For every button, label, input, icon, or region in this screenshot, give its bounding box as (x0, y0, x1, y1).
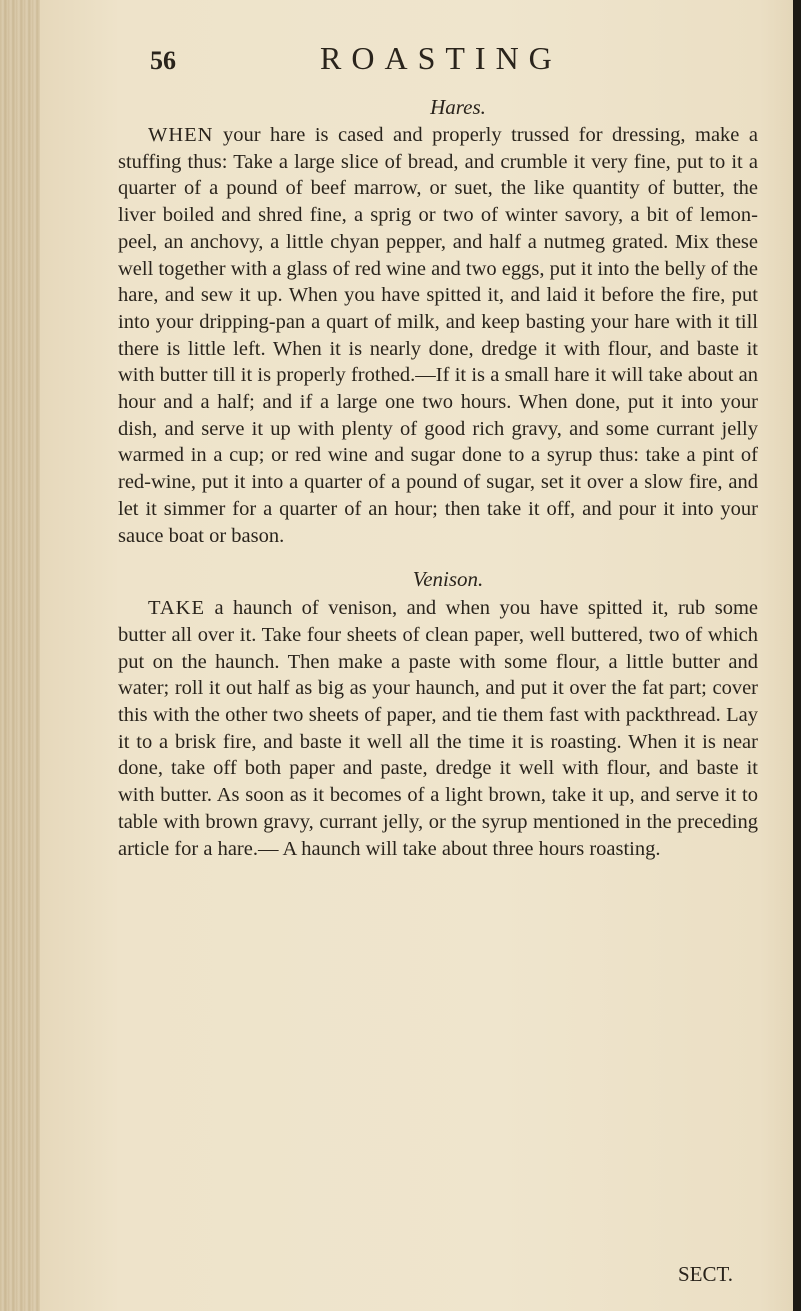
running-title: ROASTING (320, 40, 562, 76)
page-number: 56 (150, 46, 176, 75)
section-heading-hares: Hares. (430, 95, 486, 119)
paragraph-text: your hare is cased and properly trussed for dressing, make a stuffing thus: Take a large slice of bread, and crumble it very fine, put to it a quarter of a pound of beef marrow, or suet, the like quantity of butter, the liver boiled and shred fine, a sprig or two of winter savory, a bit of lemon-peel, an anchovy, a little chyan pepper, and half a nutmeg grated. Mix these well together with a glass of red wine and two eggs, put it into the belly of the hare, and sew it up. When you have spitted it, and laid it before the fire, put into your dripping-pan a quart of milk, and keep basting your hare with it till there is little left. When it is nearly done, dredge it with flour, and baste it with butter till it is properly frothed.—If it is a small hare it will take about an hour and a half; and if a large one two hours. When done, put it into your dish, and serve it up with plenty of good rich gravy, and some currant jelly warmed in a cup; or red wine and sugar done to a syrup thus: take a pint of red-wine, put it into a quarter of a pound of sugar, set it over a slow fire, and let it simmer for a quarter of an hour; then take it off, and pour it into your sauce boat or bason. (118, 124, 758, 547)
section-body-hares (118, 122, 758, 549)
page-edge (793, 0, 801, 1311)
lead-word: WHEN (148, 124, 214, 146)
section-body-venison (118, 595, 758, 862)
paragraph-text: a haunch of venison, and when you have spitted it, rub some butter all over it. Take four sheets of clean paper, well buttered, two of which put on the haunch. Then make a paste with some flour, a little butter and water; roll it out half as big as your haunch, and put it over the fat part; cover this with the other two sheets of paper, and tie them fast with packthread. Lay it to a brisk fire, and baste it well all the time it is roasting. When it is near done, take off both paper and paste, dredge it well with flour, and baste it with butter. As soon as it becomes of a light brown, take it up, and serve it to table with brown gravy, currant jelly, or the syrup mentioned in the preceding article for a hare.— A haunch will take about three hours roasting. (118, 597, 758, 860)
lead-word: TAKE (148, 597, 206, 620)
running-head (150, 40, 750, 84)
text-block (118, 92, 758, 862)
section-heading-venison: Venison. (412, 567, 484, 592)
catchword: SECT. (677, 1262, 733, 1286)
page-gutter (0, 0, 40, 1311)
